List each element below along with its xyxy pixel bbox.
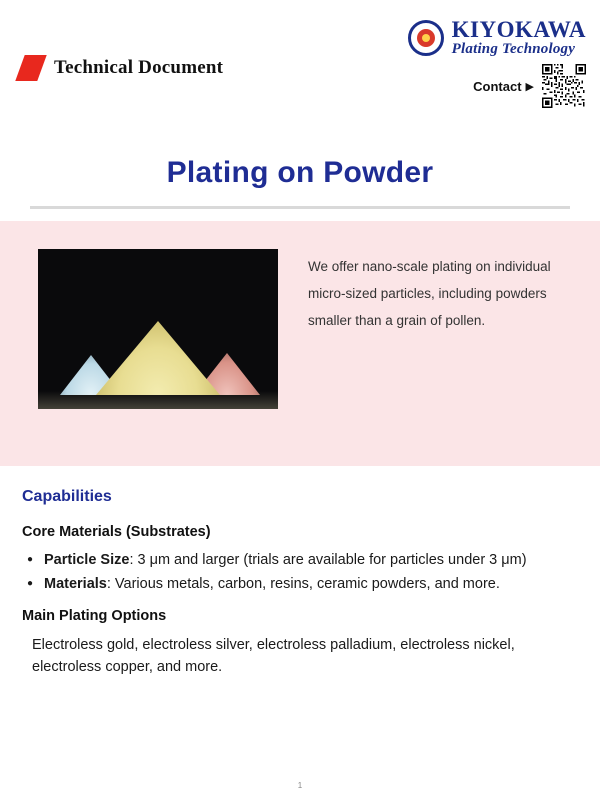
company-logo [408,18,586,58]
hero-panel [0,221,600,466]
play-arrow-icon: ▶ [525,80,534,93]
page-title: Plating on Powder [166,156,434,189]
document-type-label: Technical Document [54,57,224,78]
capabilities-section-title: Capabilities [22,488,112,505]
list-item [44,550,578,572]
plating-options-heading: Main Plating Options [22,607,167,624]
brand-text-block [452,18,586,58]
photo-dust-layer [38,391,278,409]
page-number: 1 [297,781,303,790]
page-header [0,0,600,128]
core-materials-list [22,550,578,596]
brand-tagline: Plating Technology [451,41,576,58]
title-block [0,156,600,209]
contact-link[interactable] [473,64,586,108]
document-type-tag [18,55,223,81]
list-item-value: : 3 μm and larger (trials are available for particles under 3 μm) [129,552,527,568]
title-divider [30,206,570,209]
contact-label: Contact [473,78,522,94]
hero-description: We offer nano-scale plating on individual micro-sized particles, including powders smaller than a grain of pollen. [308,259,551,328]
kiyokawa-circle-logo-icon [408,20,444,56]
core-materials-heading: Core Materials (Substrates) [22,524,211,540]
plating-options-text: Electroless gold, electroless silver, electroless palladium, electroless nickel, electroless copper, and more. [32,636,515,675]
qr-code-icon[interactable] [542,64,586,108]
red-slash-icon [18,55,48,81]
brand-name: KIYOKAWA [451,17,586,42]
list-item [44,574,578,596]
list-item-label: Particle Size [44,552,130,568]
list-item-label: Materials [44,575,107,592]
body-content [0,466,600,678]
photo-mound-center [96,321,220,395]
list-item-value: : Various metals, carbon, resins, ceramic powders, and more. [106,575,500,592]
powder-mounds-photo [38,249,278,409]
